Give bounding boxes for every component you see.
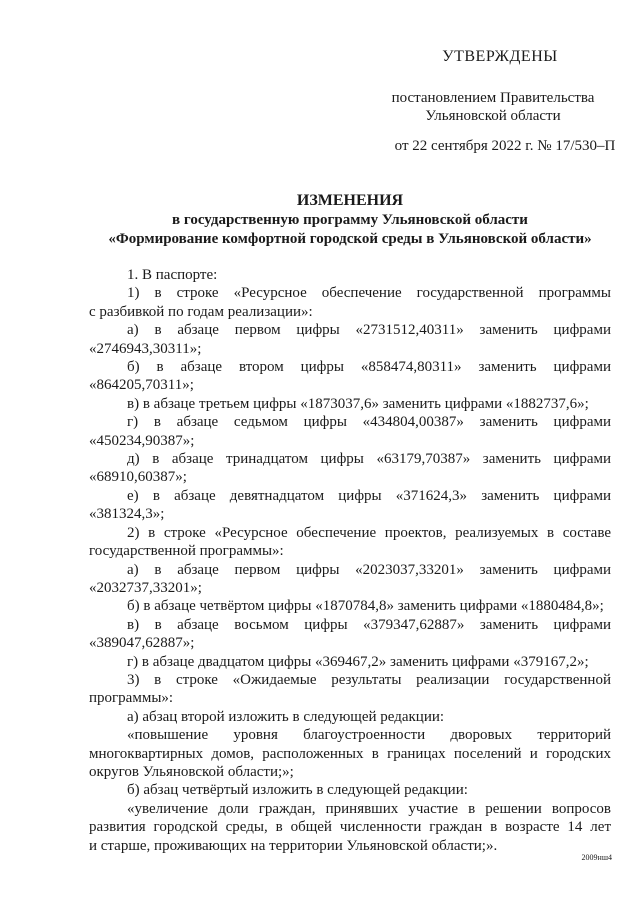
document-title: ИЗМЕНЕНИЯ (296, 192, 404, 209)
body-paragraph: с разбивкой по годам реализации»: (89, 303, 313, 320)
approval-line-1: постановлением Правительства (391, 90, 595, 106)
body-paragraph: е) в абзаце девятнадцатом цифры «371624,3» заменить цифрами (127, 487, 611, 504)
approval-authority (376, 89, 610, 125)
body-paragraph: 1) в строке «Ресурсное обеспечение государственной программы (127, 285, 611, 302)
body-paragraph: 3) в строке «Ожидаемые результаты реализации государственной (127, 671, 611, 688)
body-paragraph: многоквартирных домов, расположенных в границах поселений и городских (89, 745, 611, 762)
body-paragraph: «381324,3»; (89, 506, 165, 523)
document-code: 2009нш4 (581, 853, 612, 862)
body-paragraph: б) в абзаце четвёртом цифры «1870784,8» заменить цифрами «1880484,8»; (127, 598, 604, 615)
body-paragraph: г) в абзаце седьмом цифры «434804,00387» заменить цифрами (127, 414, 611, 431)
body-paragraph: «2746943,30311»; (89, 340, 202, 357)
body-paragraph: программы»: (89, 690, 174, 707)
body-paragraph: «68910,60387»; (89, 469, 187, 486)
body-paragraph: округов Ульяновской области;»; (89, 763, 294, 780)
body-paragraph: государственной программы»: (89, 543, 284, 560)
document-body (89, 266, 611, 855)
body-paragraph: «864205,70311»; (89, 377, 194, 394)
body-paragraph: 2) в строке «Ресурсное обеспечение проектов, реализуемых в составе (127, 524, 611, 541)
body-paragraph: «389047,62887»; (89, 635, 195, 652)
body-paragraph: и старше, проживающих на территории Ульяновской области;». (89, 837, 498, 854)
document-subtitle-2: «Формирование комфортной городской среды в Ульяновской области» (108, 231, 592, 247)
body-paragraph: в) в абзаце восьмом цифры «379347,62887» заменить цифрами (127, 616, 611, 633)
body-paragraph: «2032737,33201»; (89, 579, 202, 596)
body-paragraph: д) в абзаце тринадцатом цифры «63179,70387» заменить цифрами (127, 451, 611, 468)
approval-stamp: УТВЕРЖДЕНЫ (442, 48, 558, 65)
body-paragraph: а) абзац второй изложить в следующей редакции: (127, 708, 445, 725)
approval-date: от 22 сентября 2022 г. № 17/530–П (394, 138, 616, 154)
body-paragraph: б) абзац четвёртый изложить в следующей редакции: (127, 782, 468, 799)
body-paragraph: развития городской среды, в общей численности граждан в возрасте 14 лет (89, 819, 611, 836)
body-paragraph: 1. В паспорте: (127, 267, 218, 283)
body-paragraph: б) в абзаце втором цифры «858474,80311» заменить цифрами (127, 359, 611, 376)
body-paragraph: г) в абзаце двадцатом цифры «369467,2» заменить цифрами «379167,2»; (127, 653, 589, 670)
body-paragraph: а) в абзаце первом цифры «2023037,33201» заменить цифрами (127, 561, 611, 578)
body-paragraph: в) в абзаце третьем цифры «1873037,6» заменить цифрами «1882737,6»; (127, 395, 589, 412)
document-subtitle-1: в государственную программу Ульяновской области (172, 212, 528, 228)
body-paragraph: а) в абзаце первом цифры «2731512,40311» заменить цифрами (127, 322, 611, 339)
approval-block (380, 48, 620, 66)
body-paragraph: «повышение уровня благоустроенности дворовых территорий (127, 727, 611, 744)
approval-line-2: Ульяновской области (425, 108, 561, 124)
body-paragraph: «увеличение доли граждан, принявших участие в решении вопросов (127, 800, 611, 817)
body-paragraph: «450234,90387»; (89, 432, 195, 449)
